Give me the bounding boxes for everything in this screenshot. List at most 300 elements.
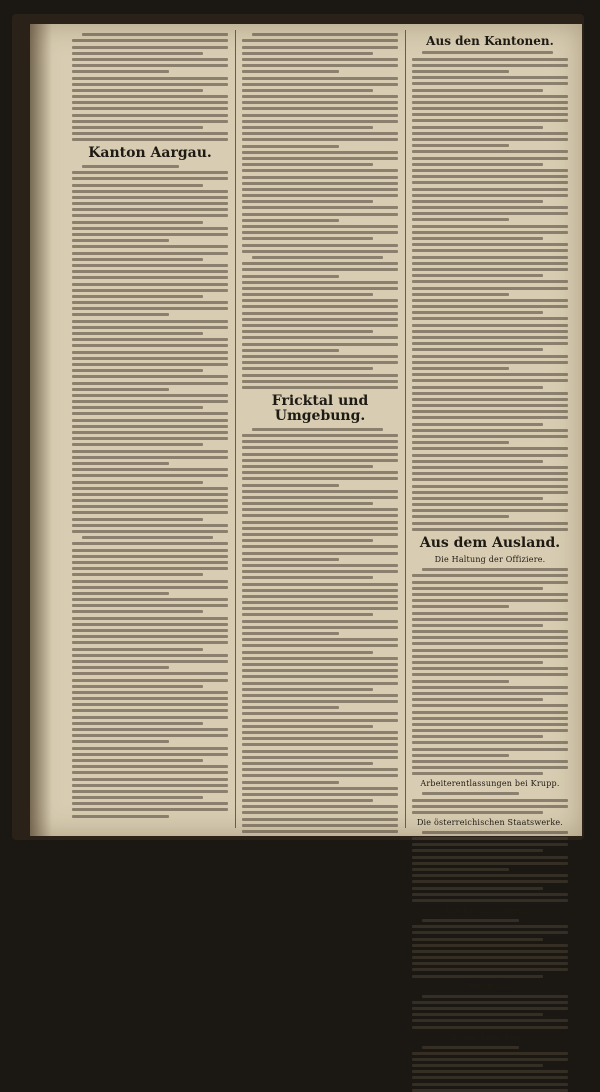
text-line: [72, 39, 228, 42]
text-line: [412, 1019, 568, 1022]
section-heading: Aus den Kantonen.: [426, 34, 554, 48]
text-line: [72, 264, 228, 267]
text-block-placeholder: [412, 831, 568, 902]
text-line: [82, 536, 213, 539]
text-line: [242, 731, 398, 734]
text-line: [412, 243, 568, 246]
text-line: [412, 899, 568, 902]
text-line: [412, 1013, 543, 1016]
text-line: [242, 374, 398, 377]
text-line: [242, 244, 398, 247]
text-line: [412, 336, 568, 339]
text-line: [242, 793, 398, 796]
section-heading: Arbeitslose.: [464, 981, 516, 991]
text-line: [72, 734, 228, 737]
text-line: [412, 704, 568, 707]
text-line: [242, 502, 373, 505]
text-line: [412, 735, 543, 738]
text-line: [242, 299, 398, 302]
text-line: [412, 893, 568, 896]
text-line: [242, 824, 398, 827]
text-line: [242, 589, 398, 592]
text-line: [412, 655, 568, 658]
text-line: [72, 709, 228, 712]
text-line: [412, 491, 568, 494]
text-line: [412, 188, 568, 191]
text-line: [412, 478, 568, 481]
text-line: [412, 931, 568, 934]
text-line: [242, 434, 398, 437]
text-line: [72, 425, 228, 428]
text-block-placeholder: [412, 568, 568, 775]
text-line: [242, 471, 398, 474]
text-line: [72, 604, 228, 607]
text-line: [412, 119, 568, 122]
text-block-placeholder: [412, 51, 568, 530]
text-line: [242, 626, 398, 629]
text-line: [242, 712, 398, 715]
text-line: [412, 225, 568, 228]
text-line: [412, 849, 543, 852]
text-line: [242, 638, 398, 641]
text-block-placeholder: [72, 536, 228, 817]
text-line: [242, 281, 398, 284]
text-line: [412, 667, 568, 670]
text-line: [412, 472, 568, 475]
text-line: [412, 692, 568, 695]
text-line: [412, 975, 543, 978]
text-line: [242, 145, 339, 148]
text-line: [72, 126, 203, 129]
text-line: [72, 635, 228, 638]
text-line: [72, 363, 228, 366]
text-line: [412, 311, 543, 314]
text-line: [422, 831, 568, 834]
text-line: [242, 355, 398, 358]
text-line: [242, 293, 373, 296]
text-line: [242, 508, 398, 511]
text-line: [412, 150, 568, 153]
text-line: [72, 740, 169, 743]
text-line: [242, 39, 398, 42]
text-line: [412, 169, 568, 172]
text-line: [242, 663, 398, 666]
text-line: [412, 423, 543, 426]
text-line: [242, 644, 398, 647]
text-line: [242, 564, 398, 567]
text-line: [72, 46, 228, 49]
text-line: [72, 313, 169, 316]
text-line: [242, 101, 398, 104]
text-line: [72, 101, 228, 104]
text-line: [412, 856, 568, 859]
text-line: [412, 274, 543, 277]
text-line: [412, 175, 568, 178]
text-line: [242, 694, 398, 697]
text-line: [412, 386, 543, 389]
text-line: [422, 792, 519, 795]
text-line: [242, 200, 373, 203]
text-line: [72, 406, 203, 409]
text-line: [412, 256, 568, 259]
text-line: [72, 586, 228, 589]
text-line: [72, 530, 228, 533]
text-line: [72, 487, 228, 490]
text-line: [72, 511, 228, 514]
text-line: [412, 515, 509, 518]
text-line: [412, 317, 568, 320]
section-heading: Aus dem Ausland.: [419, 534, 561, 551]
text-line: [72, 716, 228, 719]
text-line: [242, 386, 398, 389]
section-heading: Wilson beim Papst.: [449, 1032, 531, 1042]
text-line: [412, 950, 568, 953]
text-line: [242, 700, 398, 703]
text-line: [242, 262, 398, 265]
text-line: [72, 233, 228, 236]
text-line: [72, 697, 228, 700]
text-line: [242, 219, 339, 222]
text-line: [412, 956, 568, 959]
text-line: [72, 623, 228, 626]
text-line: [72, 691, 228, 694]
text-line: [412, 938, 543, 941]
text-line: [72, 499, 228, 502]
text-line: [242, 811, 398, 814]
text-line: [412, 754, 509, 757]
text-line: [72, 382, 228, 385]
text-line: [72, 784, 228, 787]
text-line: [242, 349, 339, 352]
text-line: [242, 188, 398, 191]
text-line: [72, 679, 228, 682]
text-line: [412, 126, 543, 129]
text-line: [412, 925, 568, 928]
column-3: [412, 30, 568, 1042]
text-line: [72, 660, 228, 663]
text-line: [242, 120, 398, 123]
text-line: [72, 412, 228, 415]
text-line: [412, 89, 543, 92]
text-line: [412, 200, 543, 203]
text-line: [72, 171, 228, 174]
text-line: [72, 351, 228, 354]
text-line: [242, 138, 398, 141]
text-line: [412, 766, 568, 769]
text-line: [412, 361, 568, 364]
text-line: [242, 682, 398, 685]
text-line: [412, 509, 568, 512]
text-line: [242, 688, 373, 691]
text-line: [242, 545, 398, 548]
text-block-placeholder: [242, 33, 398, 253]
text-line: [72, 357, 228, 360]
text-line: [412, 599, 568, 602]
text-line: [412, 497, 543, 500]
text-line: [242, 805, 398, 808]
text-line: [72, 120, 228, 123]
text-line: [72, 648, 203, 651]
text-line: [242, 367, 373, 370]
text-line: [72, 462, 169, 465]
text-line: [242, 613, 373, 616]
text-line: [412, 324, 568, 327]
text-line: [412, 280, 568, 283]
text-line: [412, 416, 568, 419]
text-line: [242, 206, 398, 209]
text-line: [242, 336, 398, 339]
text-line: [242, 225, 398, 228]
text-line: [412, 837, 568, 840]
text-line: [412, 64, 568, 67]
text-line: [412, 630, 568, 633]
text-line: [72, 728, 228, 731]
text-line: [242, 305, 398, 308]
text-line: [412, 231, 568, 234]
text-line: [242, 484, 339, 487]
text-line: [412, 447, 568, 450]
text-line: [412, 605, 509, 608]
text-line: [72, 456, 228, 459]
text-line: [412, 144, 509, 147]
section-heading: Die Kriegsbeutezahl.: [445, 905, 535, 915]
text-line: [242, 268, 398, 271]
text-line: [72, 338, 228, 341]
column-1: [72, 30, 228, 828]
text-line: [72, 95, 228, 98]
text-line: [242, 830, 398, 833]
text-line: [72, 276, 228, 279]
text-line: [242, 107, 398, 110]
text-line: [72, 289, 228, 292]
text-line: [72, 239, 169, 242]
text-line: [412, 485, 568, 488]
text-block-placeholder: [412, 792, 568, 814]
text-line: [242, 539, 373, 542]
text-line: [412, 218, 509, 221]
text-line: [72, 190, 228, 193]
text-line: [412, 874, 568, 877]
text-line: [412, 711, 568, 714]
text-line: [412, 249, 568, 252]
text-line: [242, 361, 398, 364]
text-line: [242, 114, 398, 117]
section-heading: Kanton Aargau.: [88, 145, 212, 162]
text-line: [412, 287, 568, 290]
text-line: [242, 781, 339, 784]
column-rule: [235, 30, 236, 828]
text-line: [412, 1076, 568, 1079]
text-line: [72, 107, 228, 110]
text-line: [72, 245, 228, 248]
text-line: [72, 132, 228, 135]
text-line: [242, 453, 398, 456]
text-line: [72, 437, 228, 440]
text-line: [72, 778, 228, 781]
text-line: [242, 182, 398, 185]
text-line: [412, 441, 509, 444]
text-line: [412, 717, 568, 720]
text-block-placeholder: [412, 995, 568, 1029]
text-line: [72, 320, 228, 323]
text-line: [412, 194, 568, 197]
text-block-placeholder: [242, 428, 398, 833]
text-line: [72, 89, 203, 92]
section-heading: Die Haltung der Offiziere.: [434, 555, 546, 565]
text-line: [412, 843, 568, 846]
text-line: [72, 58, 228, 61]
text-line: [242, 737, 398, 740]
text-line: [412, 944, 568, 947]
text-line: [242, 318, 398, 321]
text-line: [412, 212, 568, 215]
text-line: [72, 208, 228, 211]
text-line: [72, 549, 228, 552]
text-line: [412, 206, 568, 209]
text-line: [242, 169, 398, 172]
text-line: [242, 743, 398, 746]
text-line: [412, 805, 568, 808]
text-line: [412, 101, 568, 104]
text-line: [72, 468, 228, 471]
text-line: [412, 612, 568, 615]
text-line: [242, 620, 398, 623]
text-line: [242, 343, 398, 346]
text-line: [72, 790, 228, 793]
text-line: [242, 213, 398, 216]
text-line: [422, 1046, 519, 1049]
text-line: [72, 138, 228, 141]
text-line: [242, 762, 373, 765]
text-line: [242, 818, 398, 821]
text-line: [72, 561, 228, 564]
text-line: [72, 431, 228, 434]
text-line: [242, 330, 373, 333]
text-line: [412, 581, 568, 584]
text-line: [412, 503, 568, 506]
text-line: [72, 400, 228, 403]
text-line: [412, 522, 568, 525]
text-line: [242, 669, 398, 672]
text-line: [412, 157, 568, 160]
text-line: [72, 592, 169, 595]
text-line: [242, 46, 398, 49]
text-line: [242, 774, 398, 777]
text-line: [242, 459, 398, 462]
text-line: [412, 868, 509, 871]
text-line: [412, 410, 568, 413]
text-line: [412, 95, 568, 98]
text-line: [242, 52, 373, 55]
book-binding: [12, 14, 584, 1042]
text-line: [412, 454, 568, 457]
text-line: [242, 675, 398, 678]
text-block-placeholder: [72, 33, 228, 141]
text-line: [82, 165, 179, 168]
text-line: [412, 968, 568, 971]
text-line: [72, 283, 228, 286]
text-line: [412, 76, 568, 79]
text-line: [72, 202, 228, 205]
text-line: [242, 89, 373, 92]
text-line: [72, 184, 203, 187]
text-line: [412, 811, 543, 814]
text-line: [412, 392, 568, 395]
text-line: [412, 618, 568, 621]
text-line: [72, 815, 169, 818]
text-line: [72, 703, 228, 706]
page-gutter-shadow: [30, 24, 52, 836]
text-line: [72, 450, 228, 453]
text-line: [242, 275, 339, 278]
text-line: [412, 429, 568, 432]
text-line: [72, 493, 228, 496]
text-line: [72, 610, 203, 613]
text-line: [412, 1026, 568, 1029]
text-line: [412, 686, 568, 689]
text-line: [412, 163, 543, 166]
text-line: [412, 181, 568, 184]
text-line: [72, 369, 203, 372]
text-line: [242, 176, 398, 179]
section-heading: Die österreichischen Staatswerke.: [416, 817, 564, 827]
text-line: [242, 126, 373, 129]
text-line: [412, 880, 568, 883]
text-line: [242, 77, 398, 80]
text-line: [242, 725, 373, 728]
text-block-placeholder: [412, 919, 568, 978]
text-line: [72, 808, 228, 811]
text-line: [72, 419, 228, 422]
text-line: [72, 295, 203, 298]
text-line: [242, 83, 398, 86]
text-line: [242, 95, 398, 98]
text-line: [412, 574, 568, 577]
text-line: [242, 768, 398, 771]
text-line: [412, 862, 568, 865]
text-line: [242, 64, 398, 67]
section-heading: Arbeiterentlassungen bei Krupp.: [420, 779, 560, 789]
text-line: [242, 552, 398, 555]
text-line: [412, 649, 568, 652]
text-line: [72, 114, 228, 117]
text-line: [242, 440, 398, 443]
text-line: [412, 82, 568, 85]
text-line: [72, 598, 228, 601]
text-line: [242, 58, 398, 61]
section-heading: Fricktal und Umgebung.: [271, 392, 369, 425]
text-line: [422, 568, 568, 571]
text-line: [72, 83, 228, 86]
text-line: [242, 477, 398, 480]
text-line: [412, 528, 568, 531]
text-line: [242, 756, 398, 759]
text-line: [72, 474, 228, 477]
text-line: [72, 685, 203, 688]
text-line: [242, 706, 339, 709]
text-line: [72, 394, 228, 397]
text-line: [72, 332, 203, 335]
text-line: [412, 1001, 568, 1004]
text-line: [412, 107, 568, 110]
text-line: [412, 680, 509, 683]
text-line: [412, 673, 568, 676]
text-line: [412, 373, 568, 376]
text-line: [72, 227, 228, 230]
text-line: [72, 654, 228, 657]
text-line: [242, 750, 398, 753]
text-line: [72, 64, 228, 67]
